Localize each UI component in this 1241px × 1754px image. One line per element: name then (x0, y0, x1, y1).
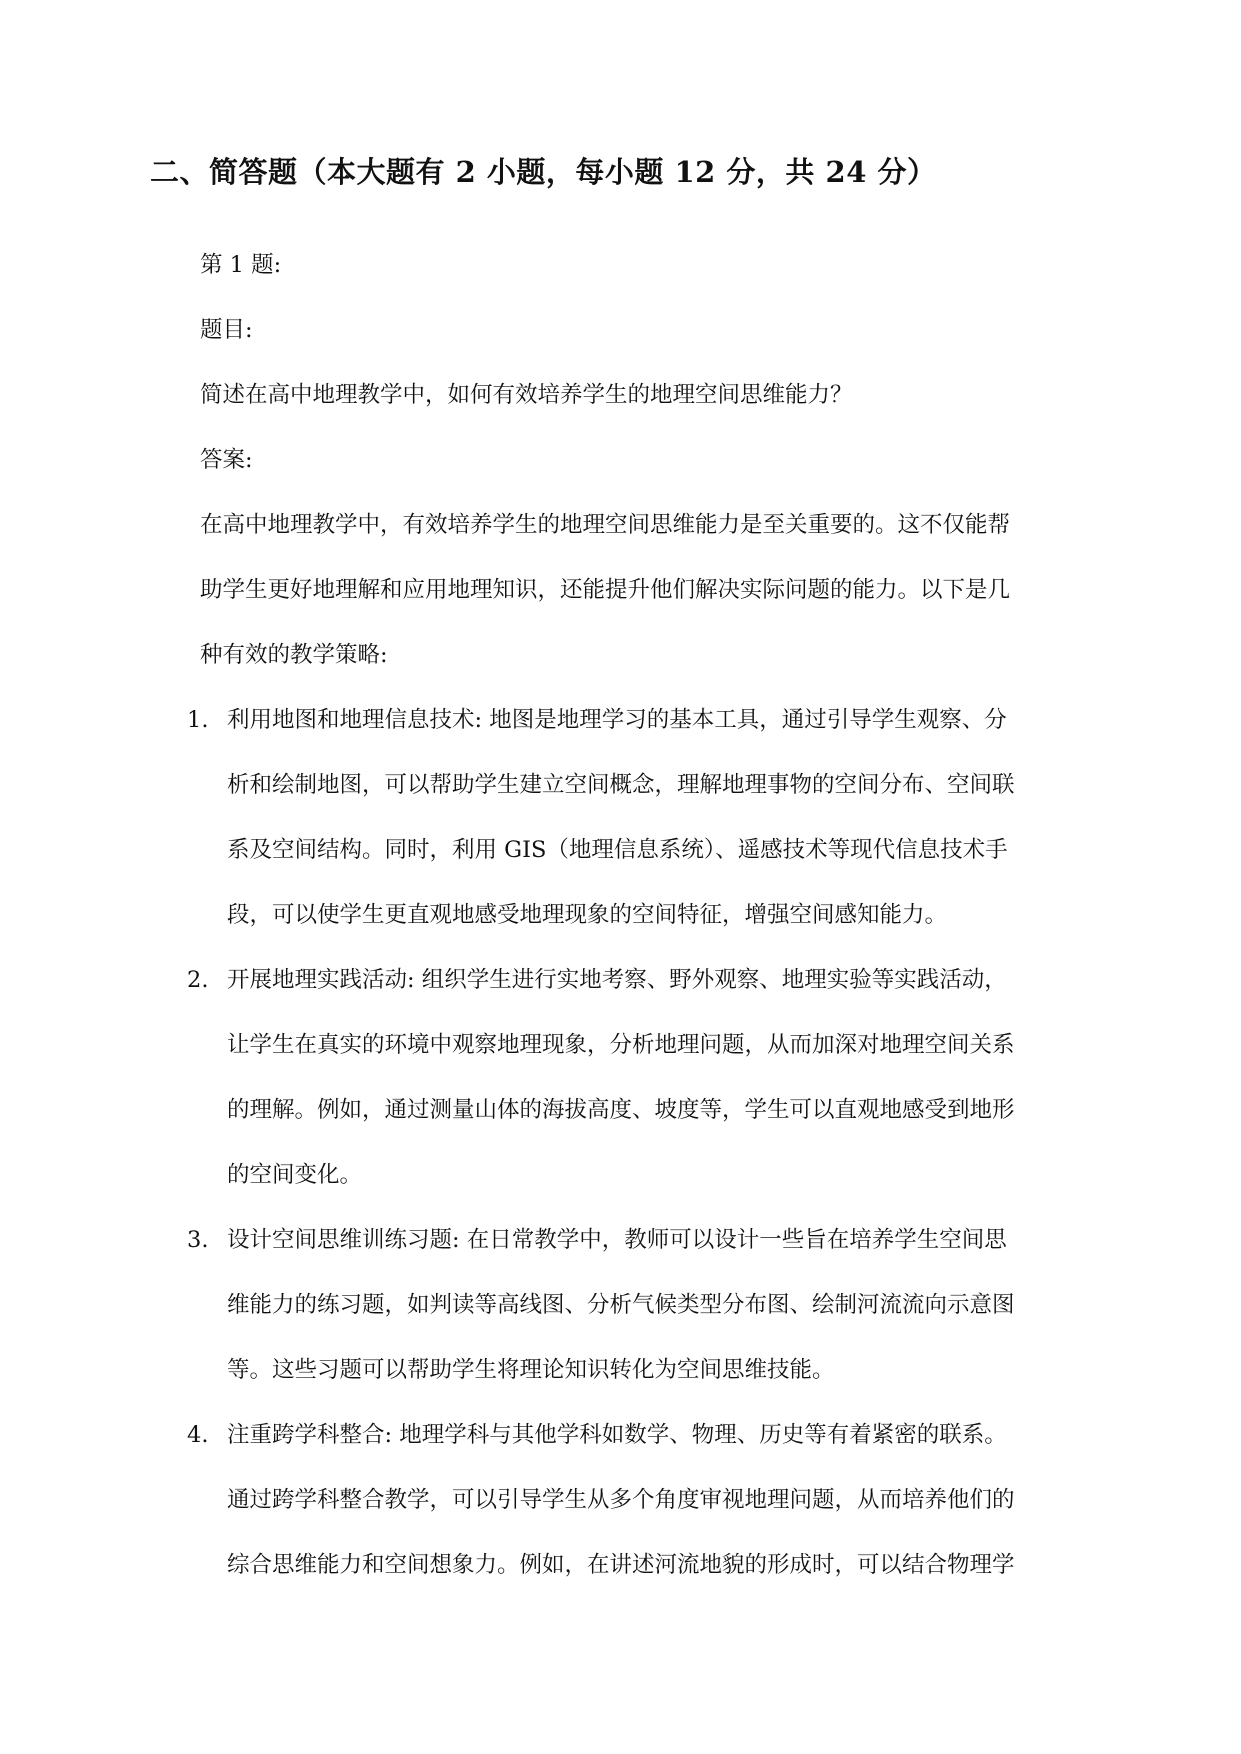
question-block (187, 233, 1100, 1598)
prompt-text: 简述在高中地理教学中，如何有效培养学生的地理空间思维能力？ (200, 382, 853, 408)
strategy-item (187, 948, 1100, 1208)
item-number: 4. (187, 1422, 209, 1448)
item-line: 注重跨学科整合: 地理学科与其他学科如数学、物理、历史等有着紧密的联系。 (227, 1422, 1007, 1448)
strategy-item (187, 1403, 1100, 1598)
intro-line: 种有效的教学策略: (200, 642, 388, 668)
item-line: 综合思维能力和空间想象力。例如，在讲述河流地貌的形成时，可以结合物理学 (227, 1552, 1015, 1578)
section-title: 二、简答题（本大题有 2 小题，每小题 12 分，共 24 分） (150, 155, 937, 189)
item-line: 通过跨学科整合教学，可以引导学生从多个角度审视地理问题，从而培养他们的 (227, 1487, 1015, 1513)
item-line: 开展地理实践活动: 组织学生进行实地考察、野外观察、地理实验等实践活动， (227, 967, 1007, 993)
item-number: 2. (187, 967, 209, 993)
strategy-item (187, 688, 1100, 948)
item-line: 等。这些习题可以帮助学生将理论知识转化为空间思维技能。 (227, 1357, 835, 1383)
item-line: 让学生在真实的环境中观察地理现象，分析地理问题，从而加深对地理空间关系 (227, 1032, 1015, 1058)
question-number: 第 1 题: (200, 252, 282, 278)
item-line: 段，可以使学生更直观地感受地理现象的空间特征，增强空间感知能力。 (227, 902, 948, 928)
item-line: 设计空间思维训练习题: 在日常教学中，教师可以设计一些旨在培养学生空间思 (227, 1227, 1007, 1253)
intro-line: 在高中地理教学中，有效培养学生的地理空间思维能力是至关重要的。这不仅能帮 (200, 512, 1011, 538)
answer-intro (200, 493, 1100, 688)
item-line: 的空间变化。 (227, 1162, 363, 1188)
item-line: 的理解。例如，通过测量山体的海拔高度、坡度等，学生可以直观地感受到地形 (227, 1097, 1015, 1123)
item-line: 系及空间结构。同时，利用 GIS（地理信息系统）、遥感技术等现代信息技术手 (227, 837, 1008, 863)
item-line: 维能力的练习题，如判读等高线图、分析气候类型分布图、绘制河流流向示意图 (227, 1292, 1015, 1318)
strategy-list (187, 688, 1100, 1598)
strategy-item (187, 1208, 1100, 1403)
intro-line: 助学生更好地理解和应用地理知识，还能提升他们解决实际问题的能力。以下是几 (200, 577, 1011, 603)
item-number: 1. (187, 707, 209, 733)
item-number: 3. (187, 1227, 209, 1253)
item-line: 析和绘制地图，可以帮助学生建立空间概念，理解地理事物的空间分布、空间联 (227, 772, 1015, 798)
answer-label: 答案: (200, 447, 253, 473)
prompt-label: 题目: (200, 317, 253, 343)
item-line: 利用地图和地理信息技术: 地图是地理学习的基本工具，通过引导学生观察、分 (227, 707, 1007, 733)
